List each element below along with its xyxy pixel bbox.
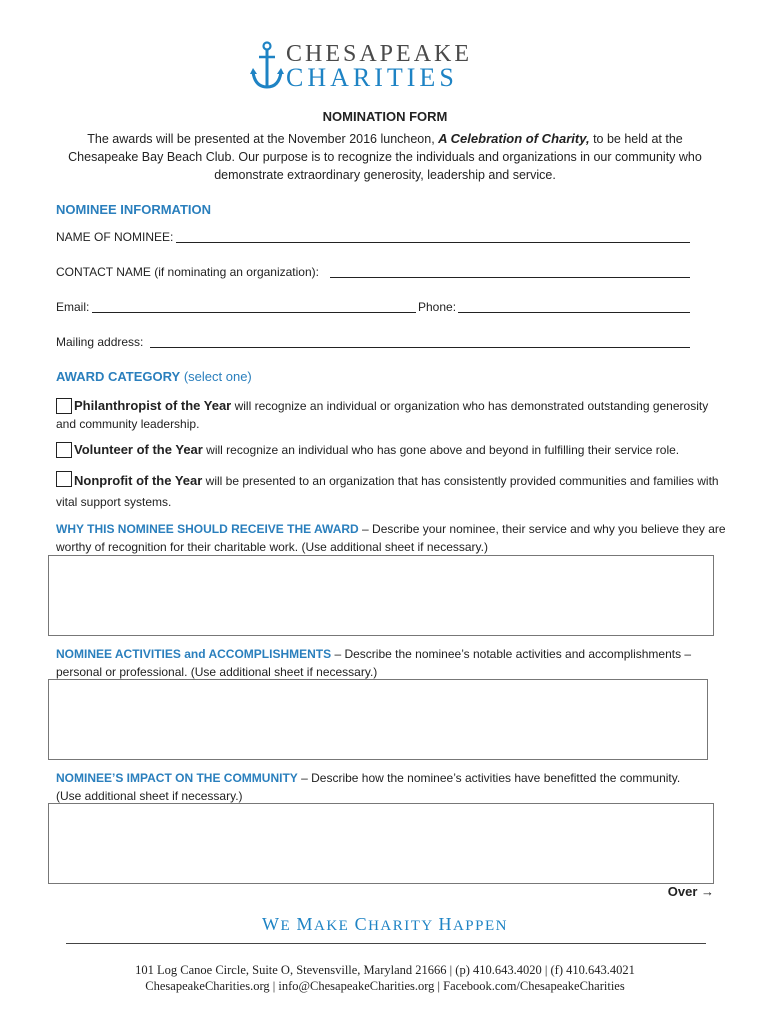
why-nominee-heading: WHY THIS NOMINEE SHOULD RECEIVE THE AWARD (56, 522, 359, 536)
philanthropist-category (56, 397, 726, 433)
nonprofit-desc: will be presented to an organization that has consistently provided communities and families with vital support systems. (56, 474, 719, 509)
footer-divider (66, 943, 706, 944)
email-field[interactable] (92, 312, 416, 313)
nominee-name-field[interactable] (176, 242, 690, 243)
activities-prompt (56, 645, 726, 681)
contact-name-field[interactable] (330, 277, 690, 278)
nonprofit-category (56, 470, 726, 513)
award-category-heading: AWARD CATEGORY (56, 369, 181, 384)
intro-text-2: to be held at the Chesapeake Bay Beach Club. Our purpose is to recognize the individuals and organizations in our community who demonstrate extraordinary generosity, leadership and service. (68, 132, 702, 182)
logo-word-chesapeake: CHESAPEAKE (286, 41, 473, 67)
intro-text-1: The awards will be presented at the November 2016 luncheon, (87, 132, 439, 146)
slogan (0, 914, 770, 935)
over-link[interactable]: Over → (667, 884, 714, 899)
mailing-address-label: Mailing address: (56, 335, 144, 349)
email-label: Email: (56, 300, 90, 314)
why-nominee-prompt (56, 520, 736, 556)
footer-address: 101 Log Canoe Circle, Suite O, Stevensville, Maryland 21666 | (p) 410.643.4020 | (f) 410.643.4021 (135, 963, 635, 977)
activities-textarea[interactable] (48, 679, 708, 760)
anchor-icon (250, 40, 284, 92)
impact-heading: NOMINEE’S IMPACT ON THE COMMUNITY (56, 771, 298, 785)
slogan-part: H (438, 914, 453, 934)
philanthropist-desc: will recognize an individual or organization who has demonstrated outstanding generosity and community leadership. (56, 399, 709, 431)
contact-name-label: CONTACT NAME (if nominating an organization): (56, 265, 319, 279)
nominee-info-heading: NOMINEE INFORMATION (56, 202, 212, 217)
volunteer-desc: will recognize an individual who has gone above and beyond in fulfilling their service role. (202, 443, 680, 457)
nominee-name-label: NAME OF NOMINEE: (56, 230, 174, 244)
slogan-part: C (354, 914, 369, 934)
activities-text: – Describe the nominee’s notable activities and accomplishments – personal or professional. (Use additional sheet if necessary.) (56, 647, 692, 679)
slogan-part: M (296, 914, 314, 934)
logo-word-charities: CHARITIES (286, 63, 458, 92)
impact-text: – Describe how the nominee’s activities have benefitted the community. (Use additional sheet if necessary.) (56, 771, 681, 803)
form-intro (60, 130, 710, 184)
nonprofit-name: Nonprofit of the Year (74, 473, 203, 488)
chesapeake-charities-logo (250, 40, 480, 92)
phone-field[interactable] (458, 312, 690, 313)
footer-contact: ChesapeakeCharities.org | info@ChesapeakeCharities.org | Facebook.com/ChesapeakeCharities (145, 979, 625, 993)
philanthropist-name: Philanthropist of the Year (74, 398, 232, 413)
slogan-part: E (280, 918, 297, 934)
impact-prompt (56, 769, 696, 805)
slogan-part: W (262, 914, 281, 934)
why-nominee-text: – Describe your nominee, their service and why you believe they are worthy of recognition for their charitable work. (Use additional sheet if necessary.) (56, 522, 726, 554)
slogan-part: HARITY (368, 918, 439, 934)
why-nominee-textarea[interactable] (48, 555, 714, 636)
volunteer-name: Volunteer of the Year (74, 442, 203, 457)
phone-label: Phone: (418, 300, 457, 314)
event-name: A Celebration of Charity, (438, 131, 590, 146)
activities-heading: NOMINEE ACTIVITIES and ACCOMPLISHMENTS (56, 647, 332, 661)
form-title: NOMINATION FORM (322, 109, 448, 124)
impact-textarea[interactable] (48, 803, 714, 884)
slogan-part: AKE (313, 918, 355, 934)
award-category-heading-row (56, 369, 252, 384)
volunteer-category (56, 441, 726, 459)
slogan-part: APPEN (452, 918, 508, 934)
mailing-address-field[interactable] (150, 347, 690, 348)
award-category-note: (select one) (180, 369, 252, 384)
